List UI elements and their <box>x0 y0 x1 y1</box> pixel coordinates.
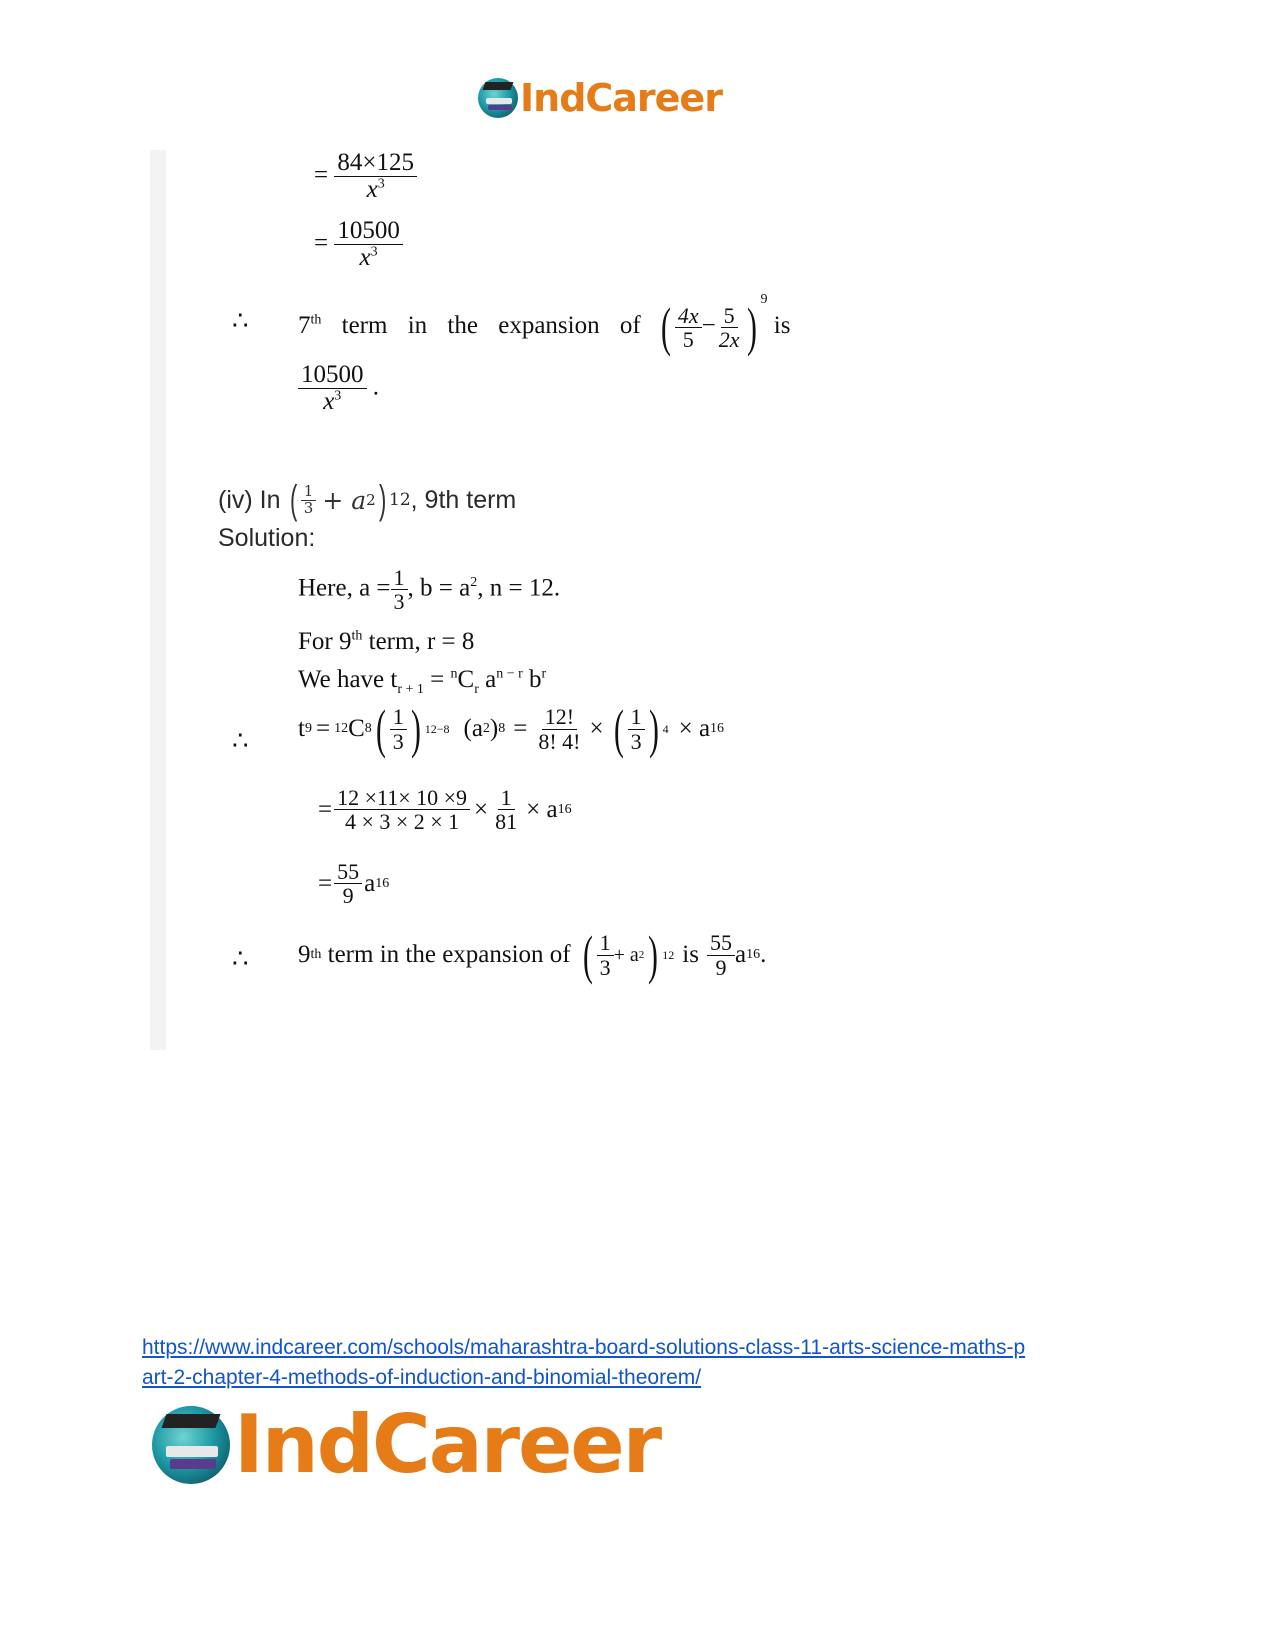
frac-5: 5 <box>721 304 738 328</box>
comb-sub: 8 <box>364 721 372 736</box>
prev-step-1-den: x <box>366 176 378 204</box>
here-end: , n = 12. <box>477 574 561 602</box>
graduation-globe-icon <box>478 78 518 118</box>
fact-den: 8! 4! <box>538 728 581 754</box>
source-link-line-2[interactable]: art-2-chapter-4-methods-of-induction-and-binomial-theorem/ <box>142 1366 702 1389</box>
word-in: in <box>407 312 428 339</box>
prev-step-2-den: x <box>359 244 371 272</box>
prev-conclusion: 7th term in the expansion of ( $\frac{4x}{5}$ − $\frac{5}{2x}$ ) $^9$ is <box>298 292 791 358</box>
source-link-line-1[interactable]: https://www.indcareer.com/schools/maharashtra-board-solutions-class-11-arts-science-maths-p <box>142 1336 1026 1359</box>
question-suffix: , 9th term <box>410 485 517 514</box>
mid-power: 8 <box>498 721 506 736</box>
step-2-f-num: 1 <box>498 786 515 810</box>
for-text: For 9 <box>298 628 352 655</box>
we-have-text: We have t <box>298 666 398 693</box>
mid-a: (a <box>463 715 483 742</box>
prev-answer: $\frac{10500}{x^3}$ . <box>298 362 379 416</box>
step-3-num: 55 <box>334 860 362 884</box>
header-logo <box>478 76 722 120</box>
power-16: 16 <box>710 721 725 736</box>
final-is: is <box>682 941 699 968</box>
word-the: the <box>447 312 478 339</box>
frac-4x: 4x <box>675 304 702 328</box>
therefore-symbol-3: ∴ <box>232 944 249 973</box>
comb-sup: 12 <box>334 721 349 736</box>
final-power: 12 <box>662 947 675 962</box>
here-rest: , b = a <box>407 574 471 602</box>
t9-label: t <box>298 715 305 742</box>
word-of: of <box>619 312 641 339</box>
fact-num: 12! <box>542 705 577 729</box>
times-a: × a <box>678 715 711 742</box>
frac-5-den: 2x <box>718 326 740 352</box>
step-2-den: 4 × 3 × 2 × 1 <box>344 809 460 835</box>
question-frac-den: 3 <box>303 498 314 517</box>
word-expansion: expansion <box>498 312 600 339</box>
for-line: For 9th term, r = 8 <box>298 628 475 655</box>
prev-step-1-num: 84×125 <box>334 150 417 177</box>
we-have-eq: = <box>423 666 451 693</box>
term-ordinal-7: 7 <box>298 312 311 339</box>
header-logo-text: IndCareer <box>520 76 722 120</box>
prev-step-2-num: 10500 <box>334 218 403 245</box>
for-rest: term, r = 8 <box>362 628 475 655</box>
prev-answer-num: 10500 <box>298 362 367 389</box>
term-sup: th <box>310 312 322 328</box>
we-have-sub: r + 1 <box>397 682 424 697</box>
step-2-f-den: 81 <box>495 809 518 835</box>
question-outer-power: 12 <box>389 490 411 510</box>
content-margin-strip <box>150 150 166 1050</box>
word-is: is <box>773 312 791 339</box>
power-4: 4 <box>662 721 669 736</box>
step-3-den: 9 <box>342 883 354 909</box>
question-iv: (iv) In ( $\frac{1}{3}$ + a 2 ) 12 , 9th term <box>218 478 517 522</box>
prev-answer-den: x <box>323 388 335 416</box>
therefore-symbol-1: ∴ <box>232 306 249 335</box>
question-a-power: 2 <box>366 491 376 509</box>
prev-step-2: = $\frac{10500}{x^3}$ <box>314 218 403 272</box>
step-2-line: = $\frac{12 \times 11\times 10 \times 9}{4 \times 3 \times 2 \times 1}$ × $\frac{1}{81}$ × a 16 <box>318 785 572 835</box>
word-term: term <box>341 312 388 339</box>
here-text: Here, a = <box>298 574 391 602</box>
t9-sub: 9 <box>304 721 312 736</box>
power-9: 9 <box>760 292 768 307</box>
question-prefix: (iv) In <box>218 485 288 514</box>
footer-logo <box>152 1398 660 1491</box>
therefore-symbol-2: ∴ <box>232 726 249 755</box>
question-frac-num: 1 <box>301 484 317 501</box>
power-12-8: 12−8 <box>424 721 450 736</box>
source-link[interactable] <box>142 1333 1025 1393</box>
question-plus-a: + a <box>322 485 367 515</box>
prev-step-1: = $\frac{84\times 125}{x^3}$ <box>314 150 417 204</box>
general-term-line: We have $t_{r + 1} = ^nC_r$ $a^{n - r}$ $b^r$ <box>298 666 547 697</box>
t9-line: t 9 = 12 C 8 ( $\frac{1}{3}$ ) 12−8 (a 2 ) 8 = $\frac{12!}{8! 4!}$ × ( $\frac{1}{3}$ ) 4 × a 16 <box>298 699 725 759</box>
footer-logo-text: IndCareer <box>234 1398 661 1491</box>
graduation-globe-icon <box>152 1406 230 1484</box>
final-text: term in the expansion of <box>321 941 571 968</box>
solution-label: Solution: <box>218 524 316 552</box>
final-conclusion: 9 th term in the expansion of ( $\frac{1}{3}$ + a 2 ) 12 is $\frac{55}{9}$ a 16 . <box>298 925 767 985</box>
here-line: Here, a = $\frac{1}{3}$ , $b = a^2$, n = 12. <box>298 565 561 615</box>
step-2-num: 12 ×11× 10 ×9 <box>334 786 470 810</box>
step-3-line: = $\frac{55}{9}$ a 16 <box>318 859 390 909</box>
frac-4x-den: 5 <box>682 326 694 352</box>
